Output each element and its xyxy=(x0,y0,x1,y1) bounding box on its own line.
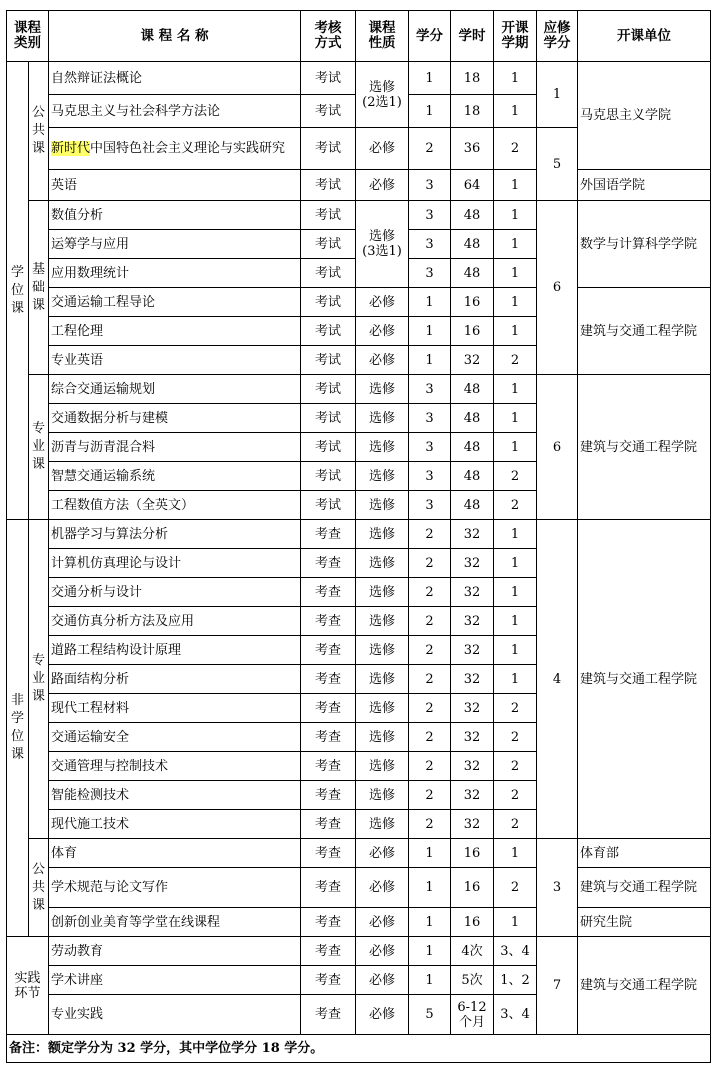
term: 2 xyxy=(494,346,537,375)
course-name xyxy=(49,201,301,230)
hours: 32 xyxy=(451,607,494,636)
course-name-text: 交通运输安全 xyxy=(51,729,130,745)
course-nature: 选修 (3选1) xyxy=(356,201,409,288)
term: 1 xyxy=(494,170,537,201)
term: 1 xyxy=(494,908,537,937)
credits: 1 xyxy=(409,937,451,966)
highlighted-text: 新时代 xyxy=(51,141,91,156)
course-name-text: 专业实践 xyxy=(51,1007,104,1022)
hours: 32 xyxy=(451,346,494,375)
course-name-text: 创新创业美育等学堂在线课程 xyxy=(51,914,221,930)
exam-method: 考试 xyxy=(301,288,356,317)
credits: 3 xyxy=(409,201,451,230)
header-hours: 学时 xyxy=(451,11,494,62)
offering-unit: 马克思主义学院 xyxy=(578,62,711,170)
course-name xyxy=(49,346,301,375)
exam-method: 考试 xyxy=(301,230,356,259)
course-name-text: 机器学习与算法分析 xyxy=(51,526,169,542)
term: 2 xyxy=(494,810,537,839)
subcategory-nd-public xyxy=(29,839,49,937)
course-name xyxy=(49,966,301,995)
course-name-text: 学术规范与论文写作 xyxy=(51,880,169,895)
term: 1 xyxy=(494,375,537,404)
hours: 48 xyxy=(451,375,494,404)
course-name-text: 道路工程结构设计原理 xyxy=(51,642,182,658)
course-nature: 必修 xyxy=(356,868,409,908)
term: 1 xyxy=(494,288,537,317)
hours: 4次 xyxy=(451,937,494,966)
credits: 1 xyxy=(409,62,451,95)
hours: 48 xyxy=(451,404,494,433)
credits: 2 xyxy=(409,607,451,636)
exam-method: 考试 xyxy=(301,259,356,288)
hours: 18 xyxy=(451,95,494,128)
course-nature: 选修 xyxy=(356,433,409,462)
subcategory-nd-major xyxy=(29,520,49,839)
header-unit: 开课单位 xyxy=(578,11,711,62)
hours: 32 xyxy=(451,694,494,723)
credits: 1 xyxy=(409,868,451,908)
exam-method: 考查 xyxy=(301,810,356,839)
required-credits: 7 xyxy=(537,937,578,1035)
course-name-text: 体育 xyxy=(51,845,78,861)
credits: 1 xyxy=(409,95,451,128)
course-name xyxy=(49,752,301,781)
category-practice: 实践 环节 xyxy=(7,937,49,1035)
course-nature: 选修 xyxy=(356,404,409,433)
exam-method: 考查 xyxy=(301,520,356,549)
exam-method: 考试 xyxy=(301,491,356,520)
course-nature: 必修 xyxy=(356,966,409,995)
course-name xyxy=(49,230,301,259)
course-nature: 选修 xyxy=(356,549,409,578)
course-name xyxy=(49,636,301,665)
term: 1、2 xyxy=(494,966,537,995)
offering-unit: 数学与计算科学学院 xyxy=(578,201,711,288)
table-row xyxy=(7,868,711,908)
term: 1 xyxy=(494,665,537,694)
course-name-text: 交通运输工程导论 xyxy=(51,294,156,310)
hours: 36 xyxy=(451,128,494,170)
subcategory-public xyxy=(29,62,49,201)
credits: 2 xyxy=(409,723,451,752)
credits: 2 xyxy=(409,781,451,810)
credits: 5 xyxy=(409,995,451,1035)
course-nature: 必修 xyxy=(356,288,409,317)
table-row xyxy=(7,908,711,937)
required-credits: 1 xyxy=(537,62,578,128)
table-row xyxy=(7,201,711,230)
term: 2 xyxy=(494,462,537,491)
course-name xyxy=(49,781,301,810)
course-name-text: 计算机仿真理论与设计 xyxy=(51,555,182,571)
course-nature: 选修 xyxy=(356,607,409,636)
hours: 48 xyxy=(451,201,494,230)
course-name-text: 劳动教育 xyxy=(51,943,104,959)
term: 1 xyxy=(494,95,537,128)
term: 2 xyxy=(494,752,537,781)
table-row xyxy=(7,520,711,549)
required-credits: 3 xyxy=(537,839,578,937)
credits: 2 xyxy=(409,520,451,549)
exam-method: 考查 xyxy=(301,839,356,868)
hours: 32 xyxy=(451,723,494,752)
credits: 3 xyxy=(409,404,451,433)
exam-method: 考查 xyxy=(301,636,356,665)
course-name xyxy=(49,908,301,937)
course-nature: 必修 xyxy=(356,995,409,1035)
course-name-text: 英语 xyxy=(51,177,78,193)
course-name xyxy=(49,839,301,868)
header-row xyxy=(7,11,711,62)
course-name-text: 现代工程材料 xyxy=(51,700,130,716)
course-table xyxy=(6,10,711,1063)
required-credits: 4 xyxy=(537,520,578,839)
exam-method: 考查 xyxy=(301,781,356,810)
course-name-text: 交通管理与控制技术 xyxy=(51,758,169,774)
credits: 2 xyxy=(409,665,451,694)
course-name xyxy=(49,317,301,346)
course-nature: 必修 xyxy=(356,937,409,966)
course-name xyxy=(49,170,301,201)
hours: 32 xyxy=(451,665,494,694)
subcategory-basic-label: 基 础 课 xyxy=(31,261,45,313)
course-name xyxy=(49,578,301,607)
required-credits: 6 xyxy=(537,375,578,520)
exam-method: 考查 xyxy=(301,723,356,752)
category-nondegree xyxy=(7,520,29,937)
table-row xyxy=(7,839,711,868)
hours: 48 xyxy=(451,462,494,491)
category-nondegree-label: 非 学 位 课 xyxy=(10,693,24,762)
course-name-text: 交通分析与设计 xyxy=(51,584,143,600)
category-degree xyxy=(7,62,29,520)
course-name xyxy=(49,462,301,491)
hours: 48 xyxy=(451,230,494,259)
course-name xyxy=(49,433,301,462)
course-name-text: 应用数理统计 xyxy=(51,265,130,281)
exam-method: 考查 xyxy=(301,607,356,636)
credits: 2 xyxy=(409,128,451,170)
course-nature: 选修 xyxy=(356,665,409,694)
offering-unit: 建筑与交通工程学院 xyxy=(578,288,711,375)
course-nature: 选修 xyxy=(356,636,409,665)
table-row xyxy=(7,170,711,201)
hours: 16 xyxy=(451,317,494,346)
offering-unit: 建筑与交通工程学院 xyxy=(578,520,711,839)
course-name xyxy=(49,810,301,839)
header-category: 课程 类别 xyxy=(7,11,49,62)
term: 2 xyxy=(494,128,537,170)
hours: 32 xyxy=(451,810,494,839)
header-credits: 学分 xyxy=(409,11,451,62)
course-name-text: 综合交通运输规划 xyxy=(51,381,156,397)
table-row xyxy=(7,375,711,404)
term: 3、4 xyxy=(494,995,537,1035)
term: 1 xyxy=(494,433,537,462)
course-nature: 选修 xyxy=(356,375,409,404)
course-name-text: 现代施工技术 xyxy=(51,816,130,832)
course-name xyxy=(49,520,301,549)
exam-method: 考试 xyxy=(301,170,356,201)
course-name xyxy=(49,937,301,966)
course-name xyxy=(49,665,301,694)
header-required-credits: 应修 学分 xyxy=(537,11,578,62)
course-name-text: 工程伦理 xyxy=(51,323,104,339)
exam-method: 考试 xyxy=(301,317,356,346)
exam-method: 考试 xyxy=(301,462,356,491)
hours: 18 xyxy=(451,62,494,95)
course-name-text: 中国特色社会主义理论与实践研究 xyxy=(90,141,286,156)
offering-unit: 建筑与交通工程学院 xyxy=(578,868,711,908)
course-name xyxy=(49,549,301,578)
course-nature: 选修 xyxy=(356,723,409,752)
header-term: 开课 学期 xyxy=(494,11,537,62)
hours: 16 xyxy=(451,868,494,908)
course-nature: 选修 xyxy=(356,752,409,781)
term: 1 xyxy=(494,839,537,868)
subcategory-public-label: 公 共 课 xyxy=(31,105,45,156)
course-nature: 必修 xyxy=(356,317,409,346)
exam-method: 考查 xyxy=(301,868,356,908)
exam-method: 考试 xyxy=(301,433,356,462)
table-row xyxy=(7,62,711,95)
course-nature: 选修 xyxy=(356,810,409,839)
table-row xyxy=(7,937,711,966)
course-nature: 选修 (2选1) xyxy=(356,62,409,128)
credits: 3 xyxy=(409,259,451,288)
course-name xyxy=(49,607,301,636)
subcategory-nd-public-label: 公 共 课 xyxy=(31,861,45,913)
exam-method: 考查 xyxy=(301,752,356,781)
hours: 32 xyxy=(451,781,494,810)
credits: 2 xyxy=(409,810,451,839)
term: 1 xyxy=(494,549,537,578)
credits: 3 xyxy=(409,433,451,462)
term: 1 xyxy=(494,607,537,636)
term: 2 xyxy=(494,781,537,810)
course-name-text: 智能检测技术 xyxy=(51,787,130,803)
hours: 48 xyxy=(451,259,494,288)
credits: 1 xyxy=(409,966,451,995)
offering-unit: 体育部 xyxy=(578,839,711,868)
course-name-text: 数值分析 xyxy=(51,207,104,223)
course-name-text: 学术讲座 xyxy=(51,972,104,988)
term: 1 xyxy=(494,317,537,346)
course-name xyxy=(49,288,301,317)
exam-method: 考查 xyxy=(301,665,356,694)
course-name-text: 运筹学与应用 xyxy=(51,236,130,252)
course-name-text: 马克思主义与社会科学方法论 xyxy=(51,103,221,119)
exam-method: 考查 xyxy=(301,908,356,937)
term: 1 xyxy=(494,578,537,607)
course-nature: 必修 xyxy=(356,170,409,201)
hours: 32 xyxy=(451,549,494,578)
course-name xyxy=(49,694,301,723)
term: 2 xyxy=(494,491,537,520)
hours: 48 xyxy=(451,491,494,520)
course-name-text: 专业英语 xyxy=(51,352,104,368)
exam-method: 考试 xyxy=(301,404,356,433)
credits: 2 xyxy=(409,549,451,578)
hours: 48 xyxy=(451,433,494,462)
course-nature: 必修 xyxy=(356,908,409,937)
course-name xyxy=(49,62,301,95)
course-nature: 选修 xyxy=(356,520,409,549)
credits: 2 xyxy=(409,752,451,781)
subcategory-major-label: 专 业 课 xyxy=(31,421,45,472)
course-nature: 必修 xyxy=(356,839,409,868)
required-credits: 6 xyxy=(537,201,578,375)
exam-method: 考试 xyxy=(301,201,356,230)
course-name xyxy=(49,95,301,128)
subcategory-nd-major-label: 专 业 课 xyxy=(31,653,45,704)
hours: 16 xyxy=(451,908,494,937)
header-course-nature: 课程 性质 xyxy=(356,11,409,62)
course-nature: 必修 xyxy=(356,346,409,375)
course-nature: 选修 xyxy=(356,462,409,491)
offering-unit: 外国语学院 xyxy=(578,170,711,201)
exam-method: 考查 xyxy=(301,995,356,1035)
credits: 3 xyxy=(409,491,451,520)
course-nature: 选修 xyxy=(356,781,409,810)
credits: 3 xyxy=(409,462,451,491)
term: 2 xyxy=(494,723,537,752)
term: 1 xyxy=(494,230,537,259)
footnote: 备注：额定学分为 32 学分，其中学位学分 18 学分。 xyxy=(7,1035,711,1063)
hours: 32 xyxy=(451,752,494,781)
term: 1 xyxy=(494,259,537,288)
exam-method: 考查 xyxy=(301,937,356,966)
course-name xyxy=(49,995,301,1035)
exam-method: 考查 xyxy=(301,549,356,578)
course-name-text: 路面结构分析 xyxy=(51,671,130,687)
exam-method: 考试 xyxy=(301,375,356,404)
required-credits: 5 xyxy=(537,128,578,201)
exam-method: 考查 xyxy=(301,694,356,723)
subcategory-major xyxy=(29,375,49,520)
hours: 5次 xyxy=(451,966,494,995)
exam-method: 考查 xyxy=(301,578,356,607)
exam-method: 考查 xyxy=(301,966,356,995)
course-name xyxy=(49,375,301,404)
credits: 1 xyxy=(409,346,451,375)
hours: 32 xyxy=(451,636,494,665)
course-name xyxy=(49,259,301,288)
course-name xyxy=(49,491,301,520)
term: 1 xyxy=(494,62,537,95)
credits: 1 xyxy=(409,317,451,346)
course-name xyxy=(49,868,301,908)
term: 2 xyxy=(494,868,537,908)
category-degree-label: 学 位 课 xyxy=(10,264,24,316)
credits: 3 xyxy=(409,170,451,201)
header-exam-method: 考核 方式 xyxy=(301,11,356,62)
course-nature: 选修 xyxy=(356,694,409,723)
hours: 16 xyxy=(451,839,494,868)
credits: 1 xyxy=(409,839,451,868)
credits: 2 xyxy=(409,694,451,723)
course-name xyxy=(49,723,301,752)
term: 1 xyxy=(494,201,537,230)
term: 3、4 xyxy=(494,937,537,966)
credits: 1 xyxy=(409,908,451,937)
course-nature: 选修 xyxy=(356,491,409,520)
credits: 2 xyxy=(409,578,451,607)
course-name-text: 交通数据分析与建模 xyxy=(51,410,169,426)
term: 1 xyxy=(494,636,537,665)
course-nature: 必修 xyxy=(356,128,409,170)
hours: 6-12 个月 xyxy=(451,995,494,1035)
subcategory-basic xyxy=(29,201,49,375)
term: 1 xyxy=(494,520,537,549)
exam-method: 考试 xyxy=(301,346,356,375)
header-course-name: 课 程 名 称 xyxy=(49,11,301,62)
credits: 2 xyxy=(409,636,451,665)
exam-method: 考试 xyxy=(301,62,356,95)
hours: 32 xyxy=(451,520,494,549)
offering-unit: 建筑与交通工程学院 xyxy=(578,937,711,1035)
course-nature: 选修 xyxy=(356,578,409,607)
offering-unit: 建筑与交通工程学院 xyxy=(578,375,711,520)
term: 2 xyxy=(494,694,537,723)
course-name-text: 交通仿真分析方法及应用 xyxy=(51,613,195,629)
hours: 32 xyxy=(451,578,494,607)
hours: 16 xyxy=(451,288,494,317)
table-row xyxy=(7,288,711,317)
course-name-text: 自然辩证法概论 xyxy=(51,70,143,86)
term: 1 xyxy=(494,404,537,433)
offering-unit: 研究生院 xyxy=(578,908,711,937)
exam-method: 考试 xyxy=(301,95,356,128)
course-name-text: 沥青与沥青混合料 xyxy=(51,439,156,455)
credits: 3 xyxy=(409,230,451,259)
course-name xyxy=(49,404,301,433)
course-name xyxy=(49,128,301,170)
exam-method: 考试 xyxy=(301,128,356,170)
credits: 1 xyxy=(409,288,451,317)
course-name-text: 智慧交通运输系统 xyxy=(51,468,156,484)
course-name-text: 工程数值方法（全英文） xyxy=(51,497,195,513)
hours: 64 xyxy=(451,170,494,201)
credits: 3 xyxy=(409,375,451,404)
